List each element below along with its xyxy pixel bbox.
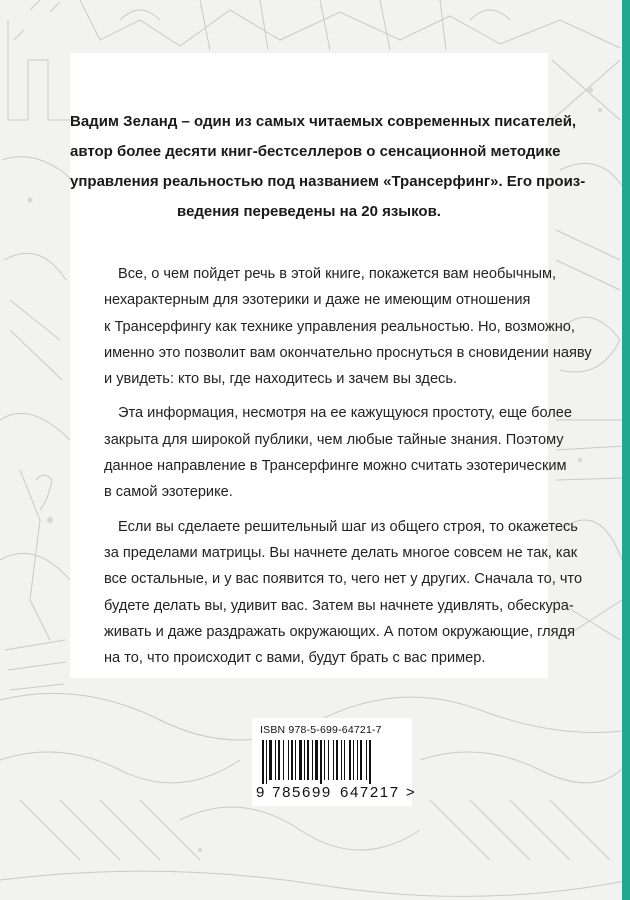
barcode-bar [299,740,302,780]
description-line: за пределами матрицы. Вы начнете делать многое совсем не так, как [104,544,578,561]
description-line: в самой эзотерике. [104,484,233,501]
barcode-bar [341,740,342,780]
barcode-bar [307,740,309,780]
description-line: все остальные, и у вас появится то, чего нет у других. Сначала то, что [104,571,583,588]
barcode-bar [312,740,313,780]
barcode-bar [266,740,267,784]
description-line: именно это позволит вам окончательно проснуться в сновидении наяву [104,344,592,361]
barcode-bar [275,740,276,780]
author-blurb-line: ведения переведены на 20 языков. [177,203,441,220]
barcode-bar [269,740,272,780]
barcode-bar [357,740,358,780]
barcode-digits [256,784,415,801]
barcode-bar [333,740,334,780]
accent-strip [622,0,630,900]
barcode-bar [278,740,280,780]
description-line: будете делать вы, удивит вас. Затем вы начнете удивлять, обескура- [104,597,574,614]
barcode-bar [328,740,329,780]
barcode-digit-group: 785699 [272,784,332,801]
barcode-bar [360,740,362,780]
description-line: нехарактерным для эзотерики и даже не имеющим отношения [104,292,531,309]
barcode-bar [344,740,345,780]
barcode-bar [366,740,367,780]
barcode-bar [336,740,338,780]
barcode-bar [262,740,264,784]
description-line: данное направление в Трансерфинге можно считать эзотерическим [104,458,567,475]
description-line: Эта информация, несмотря на ее кажущуюся простоту, еще более [118,405,573,422]
barcode-bar [304,740,305,780]
description-paragraph [104,261,592,392]
barcode-bar [315,740,318,780]
barcode-bar [283,740,284,780]
barcode-bar [291,740,293,780]
description-paragraph [104,400,573,505]
barcode-digit-group: 647217 [340,784,400,801]
author-blurb-line: Вадим Зеланд – один из самых читаемых современных писателей, [70,113,577,130]
author-blurb-line: автор более десяти книг-бестселлеров о сенсационной методике [70,143,561,160]
barcode-bar [353,740,354,780]
book-description [104,261,592,679]
description-line: закрыта для широкой публики, чем любые тайные знания. Поэтому [104,431,564,448]
barcode-lead-digit: 9 [256,784,265,801]
description-paragraph [104,514,583,672]
barcode-end-mark: > [405,784,415,801]
author-blurb [70,107,586,227]
barcode-bar [369,740,371,784]
description-line: живать и даже раздражать окружающих. А потом окружающие, глядя [104,623,575,640]
barcode-bar [295,740,296,780]
description-line: к Трансерфингу как технике управления реальностью. Но, возможно, [104,318,575,335]
author-blurb-line: управления реальностью под названием «Трансерфинг». Его произ- [70,173,586,190]
isbn-label: ISBN 978-5-699-64721-7 [260,724,382,736]
barcode-bars [260,740,406,784]
description-line: Если вы сделаете решительный шаг из общего строя, то окажетесь [118,518,578,535]
text-panel [70,53,592,678]
description-line: Все, о чем пойдет речь в этой книге, покажется вам необычным, [118,266,557,282]
barcode-bar [320,740,322,784]
description-line: на то, что происходит с вами, будут брать с вас пример. [104,650,486,667]
barcode-bar [288,740,289,780]
barcode-bar [349,740,351,780]
isbn-barcode [252,718,415,806]
barcode-bar [324,740,325,780]
description-line: и увидеть: кто вы, где находитесь и зачем вы здесь. [104,371,458,388]
